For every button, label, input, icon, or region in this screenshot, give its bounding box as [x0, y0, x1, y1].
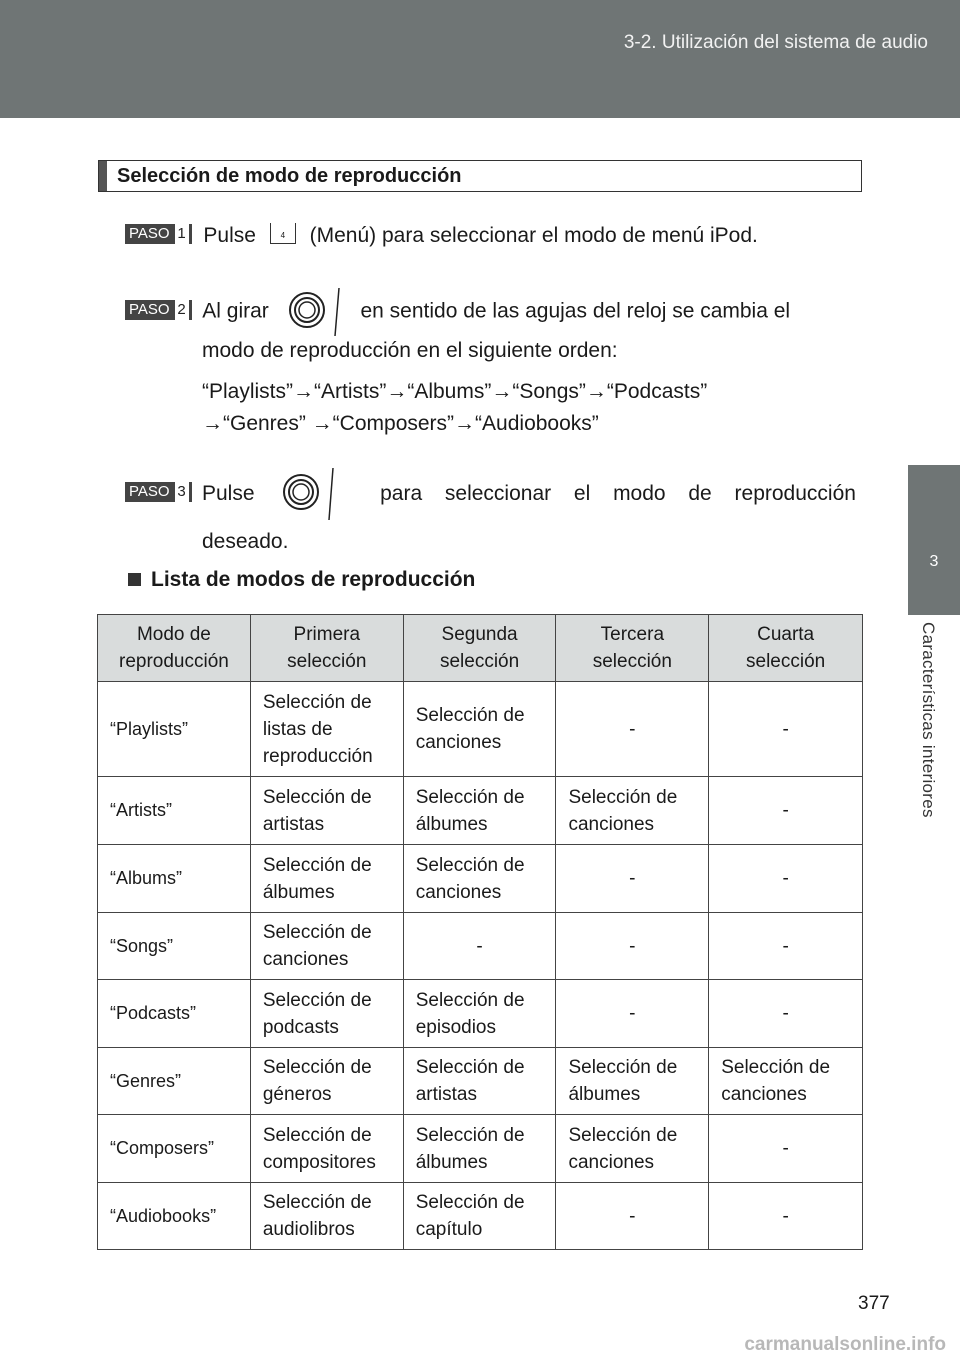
- step-3-line-2: deseado.: [202, 530, 289, 553]
- column-header: Primera selección: [250, 615, 403, 682]
- table-cell: -: [709, 1115, 863, 1183]
- table-cell: -: [403, 913, 556, 980]
- table-cell: “Playlists”: [98, 682, 251, 777]
- step-2-line-2: modo de reproducción en el siguiente orden:: [202, 339, 618, 362]
- table-cell: -: [556, 1183, 709, 1250]
- table-cell: -: [709, 777, 863, 845]
- table-cell: “Audiobooks”: [98, 1183, 251, 1250]
- mode-sequence-line-1: “Playlists”→“Artists”→“Albums”→“Songs”→“Podcasts”: [202, 380, 708, 403]
- table-cell: Selección de canciones: [556, 1115, 709, 1183]
- table-row: [98, 1048, 863, 1115]
- table-cell: Selección de álbumes: [403, 1115, 556, 1183]
- table-cell: “Podcasts”: [98, 980, 251, 1048]
- table-row: [98, 913, 863, 980]
- table-cell: -: [709, 845, 863, 913]
- step-2-text-before: Al girar: [202, 299, 269, 323]
- step-3-word: el: [573, 482, 591, 505]
- table-cell: Selección de álbumes: [556, 1048, 709, 1115]
- step-badge: PASO 3: [125, 482, 192, 502]
- square-bullet-icon: [128, 573, 141, 586]
- table-cell: Selección de listas de reproducción: [250, 682, 403, 777]
- table-cell: -: [709, 913, 863, 980]
- table-cell: Selección de canciones: [403, 682, 556, 777]
- column-header: Segunda selección: [403, 615, 556, 682]
- table-cell: -: [556, 980, 709, 1048]
- table-cell: -: [556, 845, 709, 913]
- step-3-text-before: Pulse: [202, 482, 255, 505]
- step-1-text-before: Pulse: [203, 224, 256, 247]
- table-cell: “Artists”: [98, 777, 251, 845]
- mode-sequence-line-2: →“Genres” →“Composers”→“Audiobooks”: [202, 412, 599, 435]
- table-cell: “Songs”: [98, 913, 251, 980]
- playback-modes-table: [97, 614, 863, 1250]
- table-cell: Selección de canciones: [250, 913, 403, 980]
- table-row: [98, 980, 863, 1048]
- chapter-title: Características interiores: [919, 622, 938, 818]
- table-cell: Selección de artistas: [250, 777, 403, 845]
- step-3-word: reproducción: [734, 482, 856, 505]
- step-3-word: de: [688, 482, 712, 505]
- header-section-title: 3-2. Utilización del sistema de audio: [623, 32, 928, 53]
- section-header-bar: [99, 161, 107, 191]
- tune-knob-icon: [275, 286, 355, 338]
- table-row: [98, 682, 863, 777]
- table-cell: “Albums”: [98, 845, 251, 913]
- table-cell: Selección de podcasts: [250, 980, 403, 1048]
- table-cell: Selección de episodios: [403, 980, 556, 1048]
- table-row: [98, 1115, 863, 1183]
- table-cell: Selección de canciones: [556, 777, 709, 845]
- table-cell: -: [556, 682, 709, 777]
- section-title: Selección de modo de reproducción: [117, 165, 462, 187]
- header-band: [0, 0, 960, 118]
- step-1: [125, 221, 758, 251]
- step-3-word: modo: [613, 482, 666, 505]
- table-cell: Selección de álbumes: [250, 845, 403, 913]
- table-cell: Selección de canciones: [709, 1048, 863, 1115]
- step-2-text-after: en sentido de las agujas del reloj se cambia el: [360, 299, 791, 323]
- step-1-text-after: (Menú) para seleccionar el modo de menú iPod.: [309, 224, 758, 247]
- table-row: [98, 845, 863, 913]
- table-cell: Selección de compositores: [250, 1115, 403, 1183]
- chapter-number: 3: [929, 553, 939, 570]
- table-cell: Selección de audiolibros: [250, 1183, 403, 1250]
- table-row: [98, 1183, 863, 1250]
- tune-knob-icon: [277, 466, 357, 522]
- table-cell: Selección de álbumes: [403, 777, 556, 845]
- table-header-row: [98, 615, 863, 682]
- table-row: [98, 777, 863, 845]
- chapter-tab: [908, 465, 960, 615]
- step-3-word: para: [380, 482, 423, 505]
- watermark: carmanualsonline.info: [744, 1334, 946, 1355]
- table-cell: -: [709, 682, 863, 777]
- table-cell: -: [709, 980, 863, 1048]
- table-cell: Selección de canciones: [403, 845, 556, 913]
- table-cell: Selección de capítulo: [403, 1183, 556, 1250]
- step-2: [125, 286, 790, 338]
- table-cell: “Composers”: [98, 1115, 251, 1183]
- step-badge: PASO 2: [125, 300, 192, 320]
- step-badge: PASO 1: [125, 224, 192, 244]
- column-header: Tercera selección: [556, 615, 709, 682]
- table-cell: Selección de artistas: [403, 1048, 556, 1115]
- column-header: Modo de reproducción: [98, 615, 251, 682]
- column-header: Cuarta selección: [709, 615, 863, 682]
- page-number: 377: [858, 1293, 890, 1314]
- step-3-badge-line: [125, 479, 198, 509]
- step-3: [202, 466, 856, 522]
- list-heading-text: Lista de modos de reproducción: [151, 568, 476, 591]
- section-header: [98, 160, 862, 192]
- step-3-word: seleccionar: [444, 482, 552, 505]
- table-cell: -: [556, 913, 709, 980]
- menu-key-icon: 4: [270, 223, 296, 244]
- table-cell: -: [709, 1183, 863, 1250]
- table-cell: Selección de géneros: [250, 1048, 403, 1115]
- list-heading: [128, 568, 475, 592]
- table-cell: “Genres”: [98, 1048, 251, 1115]
